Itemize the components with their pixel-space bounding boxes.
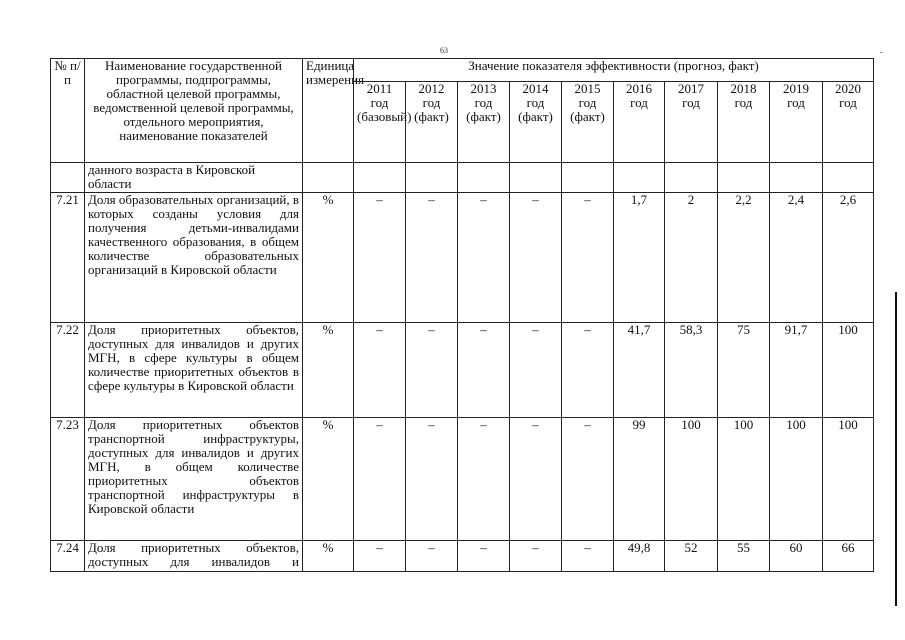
value-cell: 60 <box>770 541 823 572</box>
continuation-row <box>51 163 874 193</box>
value-cell: 2,6 <box>823 193 874 323</box>
value-cell: – <box>406 323 458 418</box>
cell-empty <box>406 163 458 193</box>
header-year: 2013 год (факт) <box>458 82 510 163</box>
value-cell: 91,7 <box>770 323 823 418</box>
value-cell: – <box>510 418 562 541</box>
row-number: 7.22 <box>51 323 85 418</box>
cell-empty <box>354 163 406 193</box>
header-unit: Единица измерения <box>303 59 354 163</box>
value-cell: 75 <box>718 323 770 418</box>
value-cell: – <box>458 541 510 572</box>
value-cell: – <box>562 323 614 418</box>
header-year: 2019 год <box>770 82 823 163</box>
indicator-name: Доля образовательных организаций, в которых созданы условия для получения детьми-инвалидами качественного образования, в общем количестве образовательных организаций в Кировской области <box>85 193 303 323</box>
scan-edge-mark <box>895 292 897 606</box>
row-number: 7.23 <box>51 418 85 541</box>
table-row <box>51 418 874 541</box>
unit-cell: % <box>303 418 354 541</box>
indicator-name: Доля приоритетных объектов, доступных для инвалидов и других МГН, в сфере культуры в общем количестве приоритетных объектов в сфере культуры в Кировской области <box>85 323 303 418</box>
cell-empty <box>665 163 718 193</box>
row-number: 7.24 <box>51 541 85 572</box>
continuation-name: данного возраста в Кировской области <box>85 163 303 193</box>
value-cell: 100 <box>718 418 770 541</box>
value-cell: 100 <box>823 418 874 541</box>
header-year: 2014 год (факт) <box>510 82 562 163</box>
cell-empty <box>770 163 823 193</box>
header-year: 2020 год <box>823 82 874 163</box>
cell-empty <box>303 163 354 193</box>
value-cell: 2 <box>665 193 718 323</box>
value-cell: – <box>354 541 406 572</box>
value-cell: 55 <box>718 541 770 572</box>
value-cell: 49,8 <box>614 541 665 572</box>
cell-empty <box>614 163 665 193</box>
value-cell: 58,3 <box>665 323 718 418</box>
table-row <box>51 193 874 323</box>
value-cell: 100 <box>823 323 874 418</box>
cell-empty <box>562 163 614 193</box>
cell-empty <box>510 163 562 193</box>
value-cell: – <box>510 193 562 323</box>
header-year: 2016 год <box>614 82 665 163</box>
header-year: 2011 год (базовый) <box>354 82 406 163</box>
value-cell: – <box>458 323 510 418</box>
cell-empty <box>718 163 770 193</box>
value-cell: – <box>354 418 406 541</box>
page-number: 63 <box>440 46 448 55</box>
row-number: 7.21 <box>51 193 85 323</box>
cell-empty <box>823 163 874 193</box>
header-year: 2018 год <box>718 82 770 163</box>
value-cell: – <box>458 193 510 323</box>
value-cell: 41,7 <box>614 323 665 418</box>
value-cell: – <box>354 193 406 323</box>
table-row <box>51 323 874 418</box>
value-cell: 1,7 <box>614 193 665 323</box>
indicator-name: Доля приоритетных объектов транспортной инфраструктуры, доступных для инвалидов и других МГН, в общем количестве приоритетных объектов транспортной инфраструктуры в Кировской области <box>85 418 303 541</box>
value-cell: 100 <box>770 418 823 541</box>
value-cell: – <box>406 193 458 323</box>
value-cell: – <box>562 541 614 572</box>
value-cell: – <box>562 193 614 323</box>
header-num: № п/п <box>51 59 85 163</box>
table-row <box>51 541 874 572</box>
value-cell: 52 <box>665 541 718 572</box>
indicators-table <box>50 58 874 572</box>
value-cell: 2,2 <box>718 193 770 323</box>
cell-empty <box>458 163 510 193</box>
value-cell: – <box>458 418 510 541</box>
cell-empty <box>51 163 85 193</box>
value-cell: 100 <box>665 418 718 541</box>
value-cell: – <box>510 541 562 572</box>
header-name: Наименование государственной программы, подпрограммы, областной целевой программы, ведомственной целевой программы, отдельного мероприятия, наименование показателей <box>85 59 303 163</box>
header-year: 2015 год (факт) <box>562 82 614 163</box>
unit-cell: % <box>303 541 354 572</box>
value-cell: 99 <box>614 418 665 541</box>
value-cell: – <box>406 418 458 541</box>
header-year: 2012 год (факт) <box>406 82 458 163</box>
header-year: 2017 год <box>665 82 718 163</box>
value-cell: – <box>510 323 562 418</box>
unit-cell: % <box>303 323 354 418</box>
scan-dot-mark <box>880 52 883 53</box>
value-cell: – <box>406 541 458 572</box>
value-cell: 2,4 <box>770 193 823 323</box>
value-cell: – <box>354 323 406 418</box>
header-row-1 <box>51 59 874 82</box>
value-cell: 66 <box>823 541 874 572</box>
unit-cell: % <box>303 193 354 323</box>
header-group: Значение показателя эффективности (прогноз, факт) <box>354 59 874 82</box>
indicator-name: Доля приоритетных объектов, доступных для инвалидов и <box>85 541 303 572</box>
value-cell: – <box>562 418 614 541</box>
